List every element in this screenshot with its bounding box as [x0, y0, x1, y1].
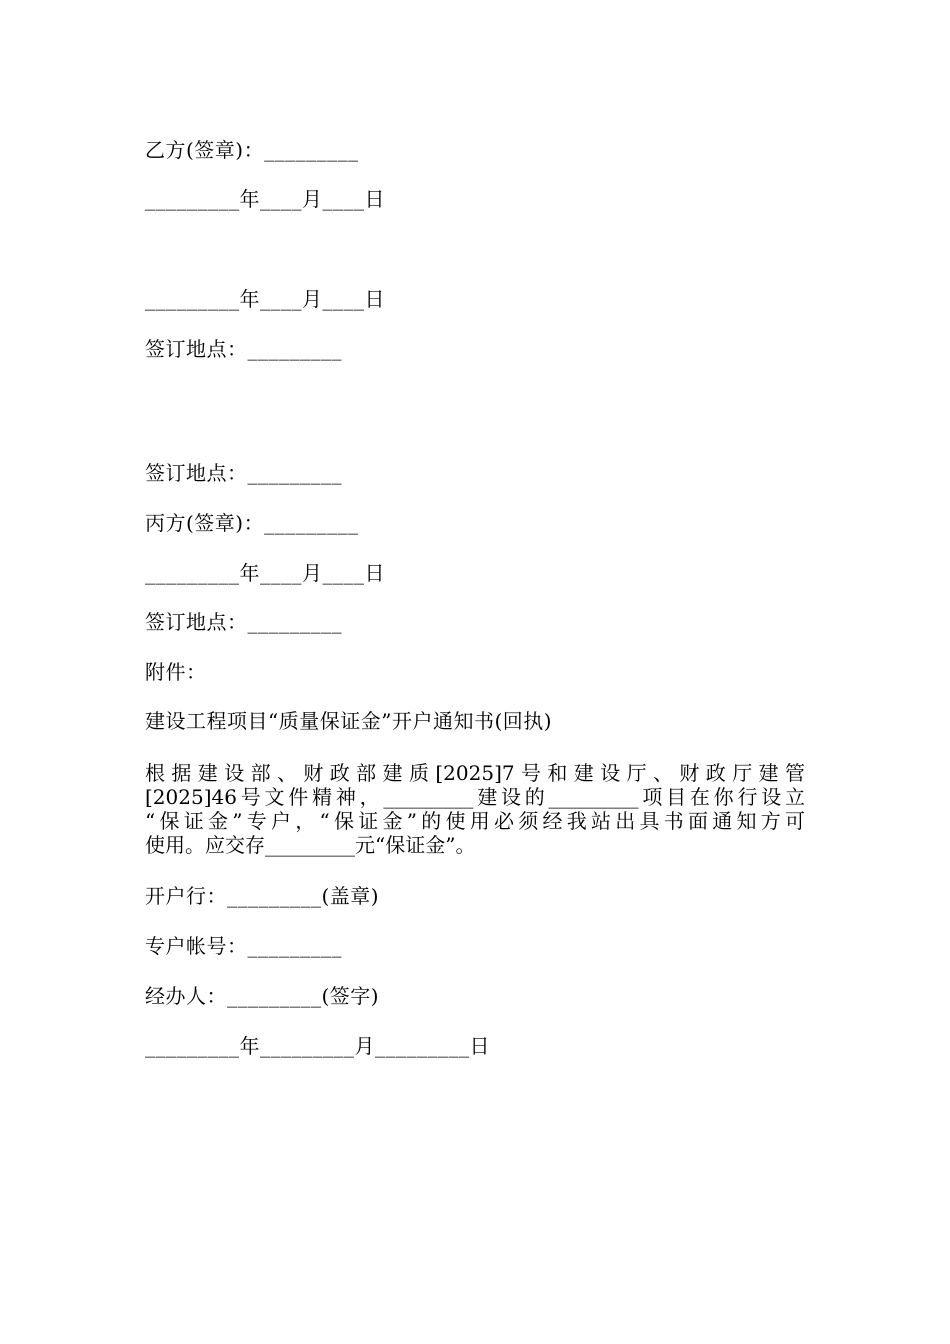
date-line: _________年____月____日 — [145, 187, 385, 211]
notice-title: 建设工程项目“质量保证金”开户通知书(回执) — [145, 709, 553, 733]
signing-place-line: 签订地点：_________ — [145, 461, 342, 485]
date-line: _________年____月____日 — [145, 561, 385, 585]
notice-body-paragraph — [145, 761, 805, 857]
attachment-label: 附件： — [145, 660, 207, 684]
account-number-line: 专户帐号：_________ — [145, 934, 342, 958]
final-date-line: _________年_________月_________日 — [145, 1034, 490, 1058]
paragraph-line: 使用。应交存_________元“保证金”。 — [145, 833, 476, 857]
opening-bank-line: 开户行：_________(盖章) — [145, 884, 380, 908]
paragraph-line: 根据建设部、财政部建质[2025]7号和建设厅、财政厅建管 — [145, 761, 805, 785]
party-c-signature-line: 丙方(签章)：_________ — [145, 511, 359, 535]
signing-place-line: 签订地点：_________ — [145, 337, 342, 361]
date-line: _________年____月____日 — [145, 287, 385, 311]
paragraph-line: [2025]46号文件精神，_________建设的_________项目在你行设立 — [145, 785, 805, 809]
paragraph-line: “保证金”专户，“保证金”的使用必须经我站出具书面通知方可 — [145, 809, 805, 833]
signing-place-line: 签订地点：_________ — [145, 610, 342, 634]
party-b-signature-line: 乙方(签章)：_________ — [145, 138, 359, 162]
handler-line: 经办人：_________(签字) — [145, 984, 380, 1008]
